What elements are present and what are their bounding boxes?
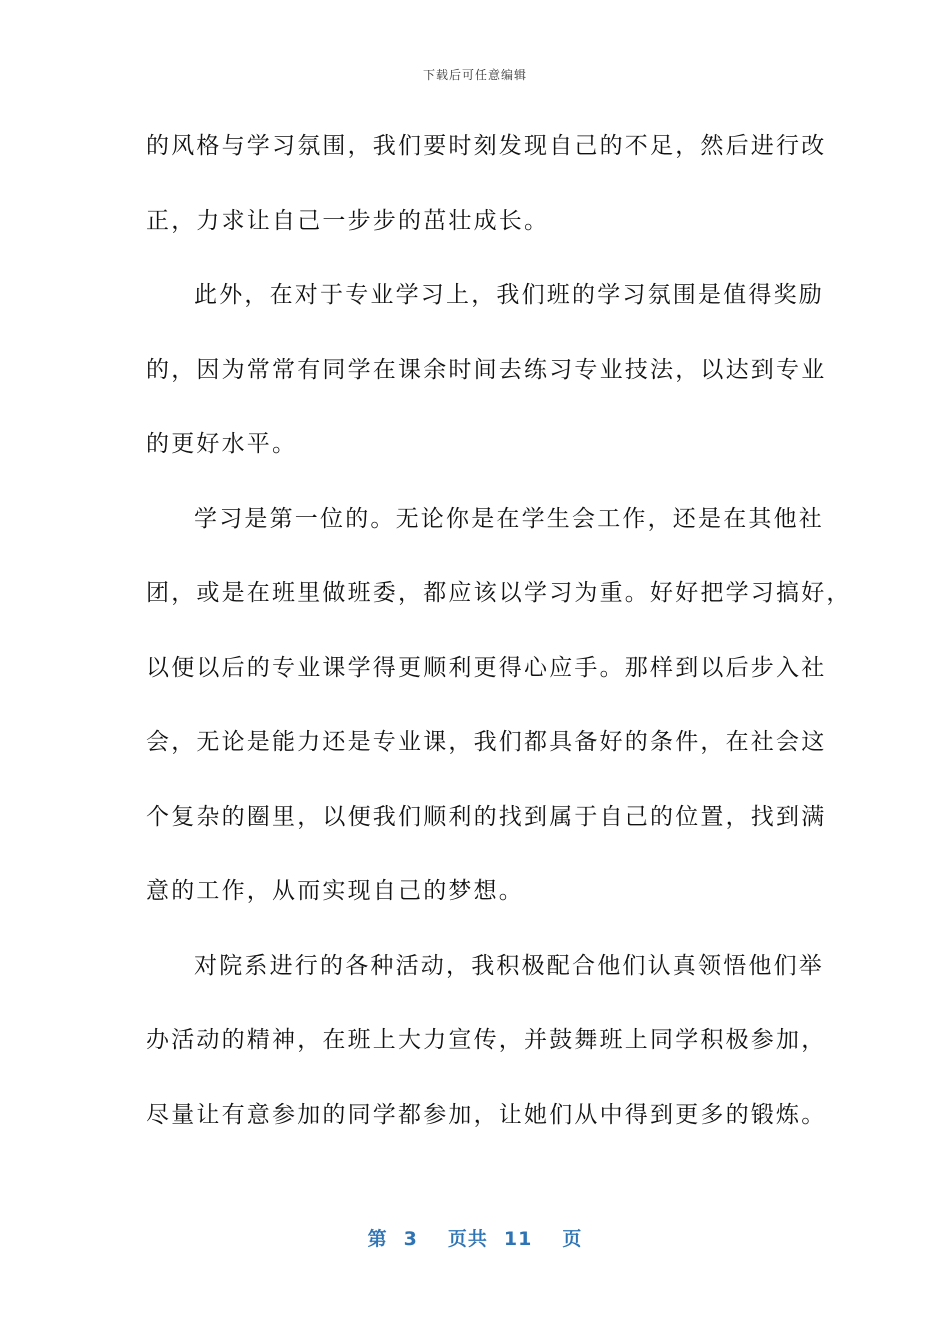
document-body bbox=[146, 120, 852, 1163]
body-line: 学习是第一位的。无论你是在学生会工作，还是在其他社 bbox=[194, 505, 824, 532]
page-footer bbox=[0, 1224, 950, 1251]
body-line: 意的工作，从而实现自己的梦想。 bbox=[146, 878, 524, 904]
footer-prefix: 第 bbox=[367, 1228, 388, 1250]
footer-current-page: 3 bbox=[403, 1228, 418, 1250]
footer-total-pages: 11 bbox=[503, 1228, 533, 1250]
body-line: 的风格与学习氛围，我们要时刻发现自己的不足，然后进行改 bbox=[146, 133, 827, 159]
body-line: 的更好水平。 bbox=[146, 431, 298, 457]
body-line: 以便以后的专业课学得更顺利更得心应手。那样到以后步入社 bbox=[146, 654, 827, 681]
body-line: 个复杂的圈里，以便我们顺利的找到属于自己的位置，找到满 bbox=[146, 803, 827, 830]
body-line: 尽量让有意参加的同学都参加，让她们从中得到更多的锻炼。 bbox=[146, 1101, 827, 1128]
body-line: 正，力求让自己一步步的茁壮成长。 bbox=[146, 207, 550, 234]
body-line: 办活动的精神，在班上大力宣传，并鼓舞班上同学积极参加， bbox=[146, 1027, 827, 1053]
header-note: 下载后可任意编辑 bbox=[422, 68, 527, 82]
footer-suffix: 页 bbox=[562, 1228, 583, 1250]
body-line: 此外，在对于专业学习上，我们班的学习氛围是值得奖励 bbox=[194, 282, 824, 308]
footer-middle: 页共 bbox=[447, 1228, 488, 1250]
body-line: 对院系进行的各种活动，我积极配合他们认真领悟他们举 bbox=[194, 952, 824, 979]
body-line: 的，因为常常有同学在课余时间去练习专业技法，以达到专业 bbox=[146, 356, 827, 383]
body-line: 会，无论是能力还是专业课，我们都具备好的条件，在社会这 bbox=[146, 729, 827, 755]
body-line: 团，或是在班里做班委，都应该以学习为重。好好把学习搞好， bbox=[146, 580, 852, 606]
